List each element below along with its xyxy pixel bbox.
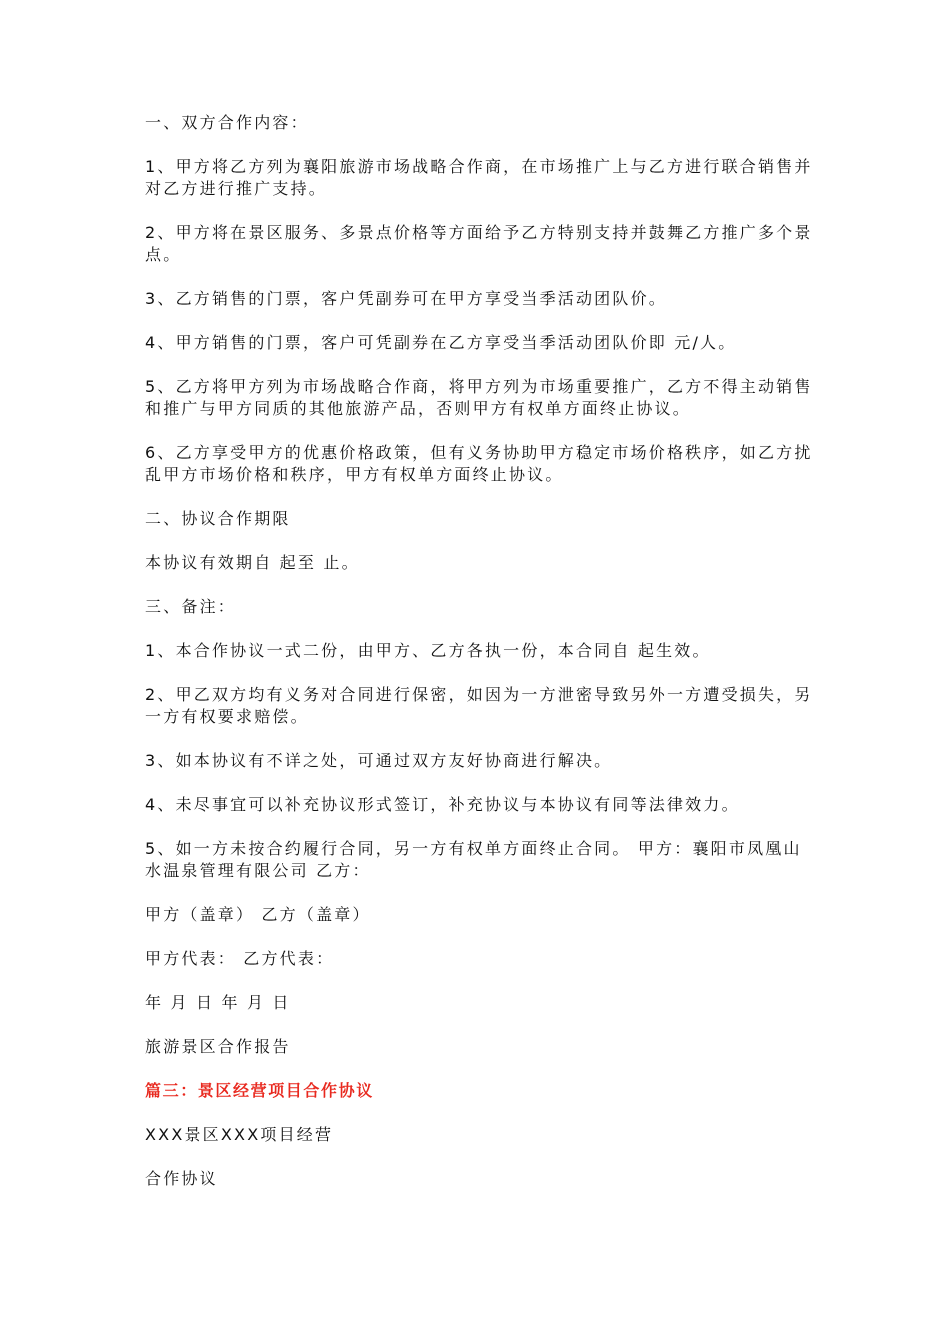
- note-4: 4、未尽事宜可以补充协议形式签订，补充协议与本协议有同等法律效力。: [145, 795, 740, 814]
- project-title-line: XXX景区XXX项目经营: [145, 1125, 334, 1144]
- chapter-heading: 篇三：景区经营项目合作协议: [145, 1081, 374, 1100]
- clause-6: 6、乙方享受甲方的优惠价格政策，但有义务协助甲方稳定市场价格秩序，如乙方扰乱甲方市场价格和秩序，甲方有权单方面终止协议。: [145, 443, 813, 484]
- clause-3: 3、乙方销售的门票，客户凭副券可在甲方享受当季活动团队价。: [145, 289, 667, 308]
- clause-4: 4、甲方销售的门票，客户可凭副券在乙方享受当季活动团队价即 元/人。: [145, 333, 737, 352]
- note-3: 3、如本协议有不详之处，可通过双方友好协商进行解决。: [145, 751, 613, 770]
- seal-line: 甲方（盖章） 乙方（盖章）: [145, 905, 371, 924]
- date-line: 年 月 日 年 月 日: [145, 993, 291, 1012]
- report-title: 旅游景区合作报告: [145, 1037, 291, 1056]
- term-text: 本协议有效期自 起至 止。: [145, 553, 360, 572]
- note-2: 2、甲乙双方均有义务对合同进行保密，如因为一方泄密导致另外一方遭受损失，另一方有权要求赔偿。: [145, 685, 813, 726]
- agreement-title-line: 合作协议: [145, 1169, 218, 1188]
- section-heading-cooperation-content: 一、双方合作内容：: [145, 113, 309, 132]
- section-heading-notes: 三、备注：: [145, 597, 237, 616]
- clause-5: 5、乙方将甲方列为市场战略合作商，将甲方列为市场重要推广，乙方不得主动销售和推广与甲方同质的其他旅游产品，否则甲方有权单方面终止协议。: [145, 377, 813, 418]
- note-1: 1、本合作协议一式二份，由甲方、乙方各执一份，本合同自 起生效。: [145, 641, 711, 660]
- clause-2: 2、甲方将在景区服务、多景点价格等方面给予乙方特别支持并鼓舞乙方推广多个景点。: [145, 223, 813, 264]
- representative-line: 甲方代表： 乙方代表：: [145, 949, 335, 968]
- section-heading-term: 二、协议合作期限: [145, 509, 291, 528]
- document-body: [145, 112, 817, 1212]
- clause-1: 1、甲方将乙方列为襄阳旅游市场战略合作商，在市场推广上与乙方进行联合销售并对乙方进行推广支持。: [145, 157, 813, 198]
- note-5: 5、如一方未按合约履行合同，另一方有权单方面终止合同。 甲方：襄阳市凤凰山水温泉管理有限公司 乙方：: [145, 839, 802, 880]
